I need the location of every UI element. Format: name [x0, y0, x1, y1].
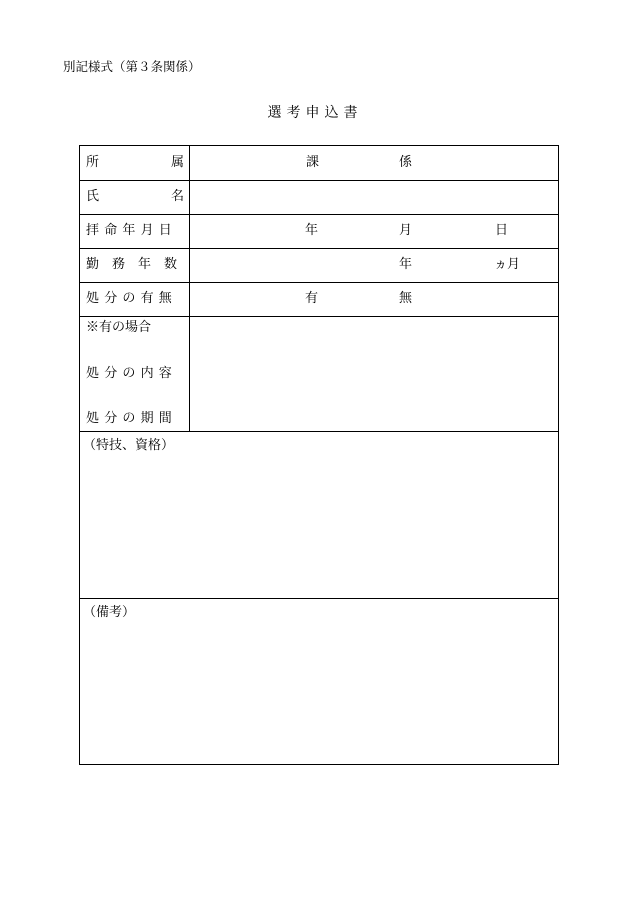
- service-months-unit: ヵ月: [494, 257, 521, 272]
- row-divider: [80, 598, 558, 599]
- affiliation-field[interactable]: [190, 146, 558, 180]
- service-years-label: 勤務年数: [86, 257, 191, 272]
- appointment-date-field[interactable]: [190, 214, 558, 248]
- disciplinary-detail-field[interactable]: [190, 316, 558, 431]
- subsection-unit-label: 係: [399, 155, 413, 170]
- name-field[interactable]: [190, 180, 558, 214]
- appointment-month-unit: 月: [399, 223, 413, 238]
- service-year-unit: 年: [399, 257, 413, 272]
- name-label-b: 名: [171, 189, 185, 204]
- remarks-field[interactable]: [80, 623, 558, 763]
- service-years-field[interactable]: [190, 248, 558, 282]
- disciplinary-yes-option[interactable]: 有: [305, 291, 319, 306]
- row-divider: [80, 431, 558, 432]
- appointment-day-unit: 日: [495, 223, 509, 238]
- affiliation-label-a: 所: [86, 155, 100, 170]
- appointment-year-unit: 年: [305, 223, 319, 238]
- name-label-a: 氏: [86, 189, 100, 204]
- skills-qualifications-label: （特技、資格）: [83, 438, 175, 453]
- row-divider: [80, 282, 558, 283]
- disciplinary-period-label: 処分の期間: [86, 411, 178, 426]
- disciplinary-label: 処分の有無: [86, 291, 178, 306]
- disciplinary-no-option[interactable]: 無: [399, 291, 413, 306]
- if-yes-note: ※有の場合: [86, 320, 152, 335]
- appointment-date-label: 拝命年月日: [86, 223, 178, 238]
- remarks-label: （備考）: [83, 605, 136, 620]
- form-reference-caption: 別記様式（第３条関係）: [63, 59, 201, 74]
- application-form-table: [79, 145, 559, 765]
- section-unit-label: 課: [306, 155, 320, 170]
- disciplinary-content-label: 処分の内容: [86, 366, 178, 381]
- form-title: 選考申込書: [267, 105, 363, 121]
- skills-qualifications-field[interactable]: [80, 456, 558, 598]
- affiliation-label-b: 属: [171, 155, 185, 170]
